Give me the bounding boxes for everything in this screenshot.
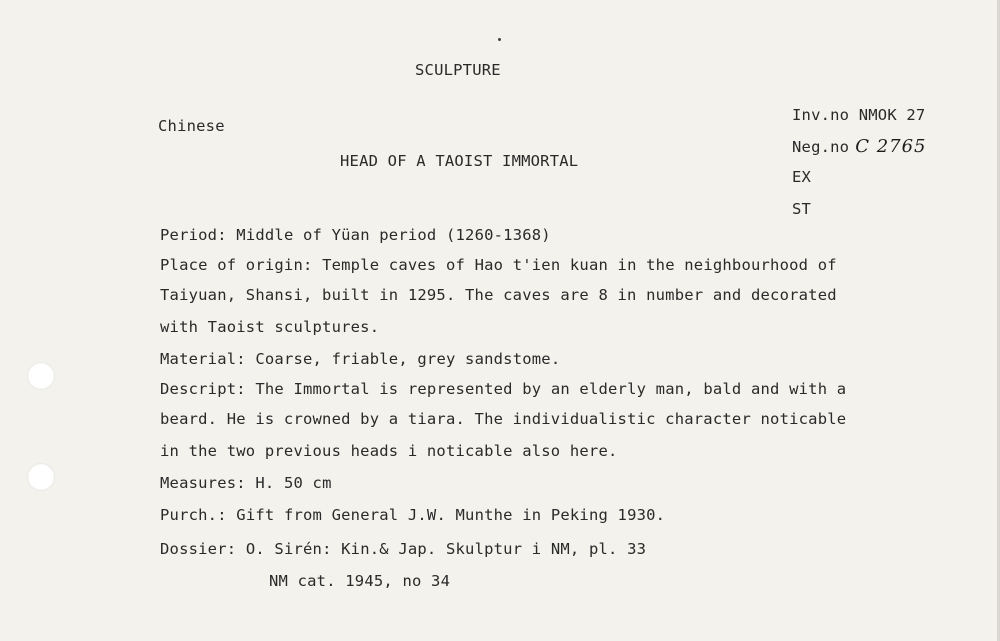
negative-number-handwritten: C 2765 bbox=[855, 136, 927, 157]
measures-row bbox=[160, 474, 332, 492]
ex-marker: EX bbox=[792, 168, 812, 186]
object-title: HEAD OF A TAOIST IMMORTAL bbox=[340, 152, 579, 170]
culture-label: Chinese bbox=[158, 117, 225, 135]
punch-hole-upper bbox=[27, 362, 55, 390]
st-marker: ST bbox=[792, 200, 812, 218]
purchase-value: Gift from General J.W. Munthe in Peking 1930. bbox=[236, 506, 666, 524]
ink-dot bbox=[498, 38, 501, 41]
description-line-2: beard. He is crowned by a tiara. The individualistic character noticable bbox=[160, 410, 847, 428]
dossier-label: Dossier: bbox=[160, 540, 237, 558]
origin-line-2: Taiyuan, Shansi, built in 1295. The caves are 8 in number and decorated bbox=[160, 286, 837, 304]
material-value: Coarse, friable, grey sandstome. bbox=[255, 350, 561, 368]
description-line-3: in the two previous heads i noticable also here. bbox=[160, 442, 618, 460]
description-row bbox=[160, 380, 846, 398]
dossier-line-2: NM cat. 1945, no 34 bbox=[269, 572, 451, 590]
department-heading: SCULPTURE bbox=[415, 61, 501, 79]
period-label: Period: bbox=[160, 226, 227, 244]
negative-number-label: Neg.no bbox=[792, 138, 850, 156]
origin-line-1: Temple caves of Hao t'ien kuan in the neighbourhood of bbox=[322, 256, 837, 274]
dossier-row bbox=[160, 540, 646, 558]
purchase-label: Purch.: bbox=[160, 506, 227, 524]
origin-row bbox=[160, 256, 837, 274]
material-label: Material: bbox=[160, 350, 246, 368]
material-row bbox=[160, 350, 560, 368]
measures-label: Measures: bbox=[160, 474, 246, 492]
description-label: Descript: bbox=[160, 380, 246, 398]
punch-hole-lower bbox=[27, 463, 55, 491]
purchase-row bbox=[160, 506, 665, 524]
period-row bbox=[160, 226, 551, 244]
origin-label: Place of origin: bbox=[160, 256, 313, 274]
period-value: Middle of Yüan period (1260-1368) bbox=[236, 226, 551, 244]
origin-line-3: with Taoist sculptures. bbox=[160, 318, 380, 336]
dossier-line-1: O. Sirén: Kin.& Jap. Skulptur i NM, pl. 33 bbox=[245, 540, 647, 558]
description-line-1: The Immortal is represented by an elderly man, bald and with a bbox=[255, 380, 847, 398]
measures-value: H. 50 cm bbox=[255, 474, 332, 492]
negative-number bbox=[792, 136, 927, 157]
inventory-number: Inv.no NMOK 27 bbox=[792, 106, 926, 124]
